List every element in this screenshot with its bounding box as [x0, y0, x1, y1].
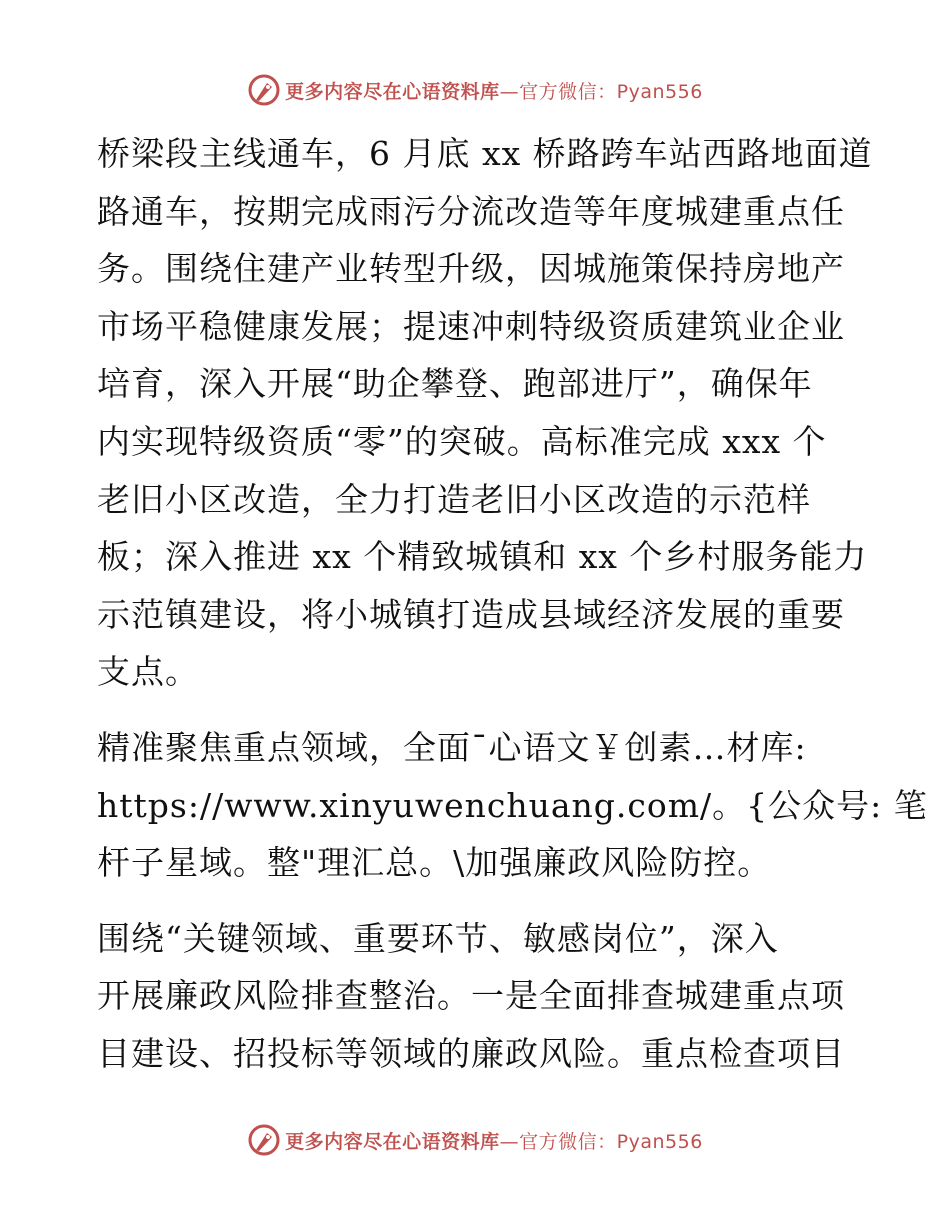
- footer-banner: [0, 1120, 950, 1160]
- pen-nib-logo-icon: [247, 1123, 281, 1157]
- text-line: 示范镇建设，将小城镇打造成县域经济发展的重要: [97, 594, 845, 634]
- text-line: 务。围绕住建产业转型升级，因城施策保持房地产: [97, 249, 845, 289]
- text-line: 老旧小区改造，全力打造老旧小区改造的示范样: [97, 479, 811, 519]
- text-line: 开展廉政风险排查整治。一是全面排查城建重点项: [97, 976, 845, 1016]
- text-line: 板；深入推进 xx 个精致城镇和 xx 个乡村服务能力: [97, 537, 868, 577]
- text-line: 支点。: [97, 652, 199, 692]
- document-body: [97, 125, 928, 1083]
- text-line: https://www.xinyuwenchuang.com/。{公众号: 笔: [97, 785, 928, 825]
- text-line: 目建设、招投标等领域的廉政风险。重点检查项目: [97, 1033, 845, 1073]
- footer-banner-main: 更多内容尽在心语资料库: [285, 1130, 500, 1153]
- text-line: 精准聚焦重点领域，全面¯心语文￥创素…材库:: [97, 727, 807, 767]
- footer-banner-rest: —官方微信：Pyan556: [499, 1130, 703, 1153]
- text-line: 市场平稳健康发展；提速冲刺特级资质建筑业企业: [97, 306, 845, 346]
- pen-nib-logo-icon: [247, 73, 281, 107]
- paragraph-gap: [97, 701, 857, 719]
- paragraph-1: [97, 125, 873, 701]
- header-banner-text: [285, 77, 703, 104]
- text-line: 路通车，按期完成雨污分流改造等年度城建重点任: [97, 191, 845, 231]
- text-line: 杆子星域。整"理汇总。\加强廉政风险防控。: [97, 843, 772, 883]
- paragraph-3: [97, 910, 857, 1083]
- text-line: 桥梁段主线通车，6 月底 xx 桥路跨车站西路地面道: [97, 134, 873, 173]
- text-line: 内实现特级资质“零”的突破。高标准完成 xxx 个: [97, 421, 827, 461]
- header-banner-rest: —官方微信：Pyan556: [499, 80, 703, 103]
- paragraph-2: [97, 719, 928, 892]
- header-banner-main: 更多内容尽在心语资料库: [285, 80, 500, 103]
- footer-banner-text: [285, 1127, 703, 1154]
- header-banner: [0, 70, 950, 110]
- text-line: 围绕“关键领域、重要环节、敏感岗位”，深入: [97, 918, 779, 958]
- text-line: 培育，深入开展“助企攀登、跑部进厅”，确保年: [97, 364, 813, 404]
- paragraph-gap: [97, 892, 857, 910]
